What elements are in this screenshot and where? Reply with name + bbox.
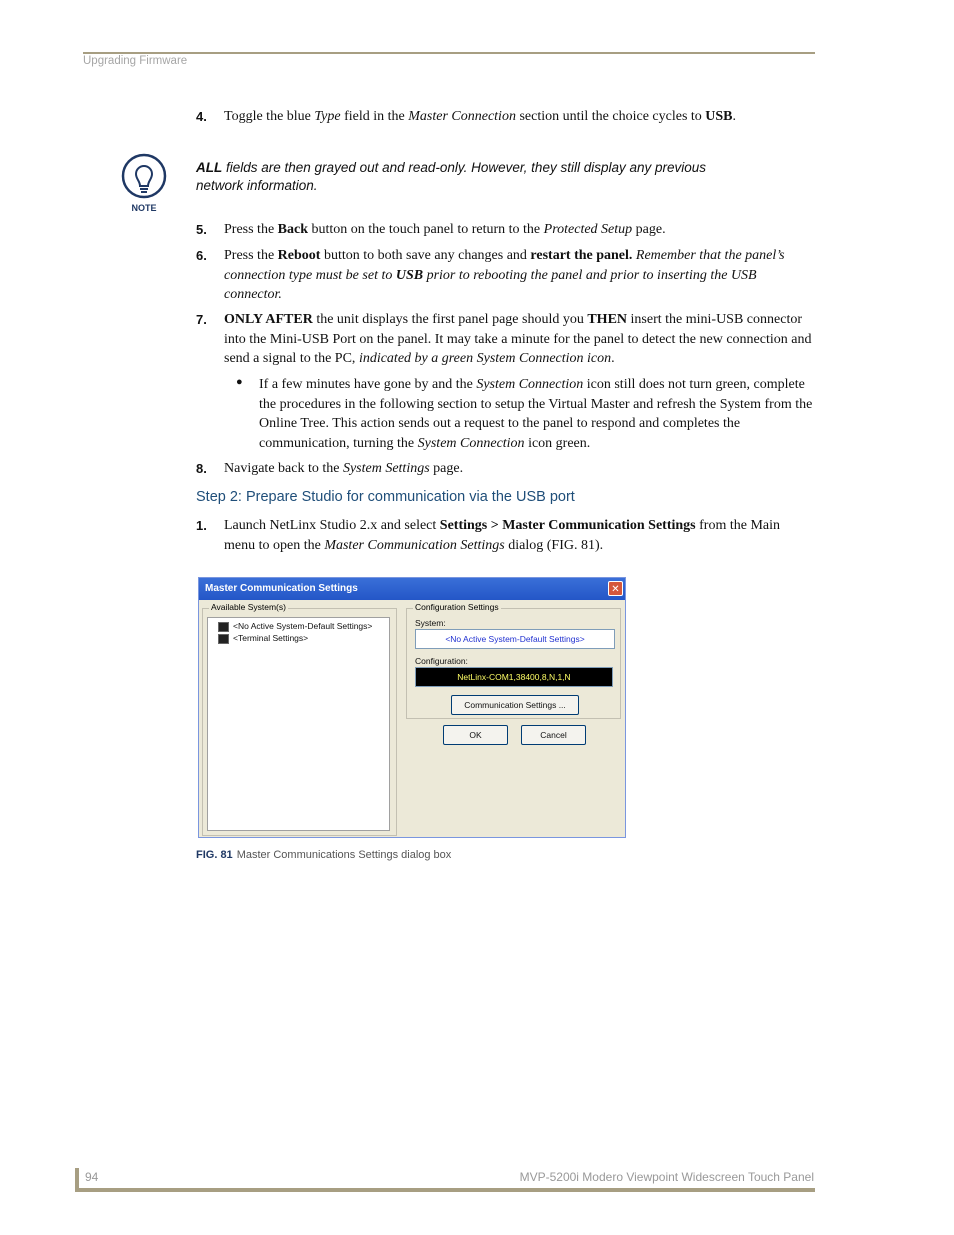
step-number: 5. xyxy=(196,222,207,237)
step-7-text: ONLY AFTER the unit displays the first panel page should you THEN insert the mini-USB connector into the Mini-USB Port on the panel. It may take a minute for the panel to detect the new connection and send a signal to the PC, indicated by a green System Connection icon. xyxy=(224,312,812,366)
step-5-text: Press the Back button on the touch panel to return to the Protected Setup page. xyxy=(224,222,666,237)
footer-rule xyxy=(75,1188,815,1192)
available-systems-group xyxy=(202,602,397,836)
available-systems-label: Available System(s) xyxy=(211,602,286,612)
bullet-text: If a few minutes have gone by and the System Connection icon still does not turn green, complete the procedures in the following section to setup the Virtual Master and refresh the System from the Online Tree. This action sends out a request to the panel to respond and completes the communication, turning the System Connection icon green. xyxy=(259,377,813,451)
terminal-icon xyxy=(218,634,229,644)
figure-caption: FIG. 81 Master Communications Settings dialog box xyxy=(196,849,452,861)
dialog-title-bar[interactable] xyxy=(199,578,625,600)
communication-settings-button[interactable]: Communication Settings ... xyxy=(451,695,579,715)
system-label: System: xyxy=(415,618,446,628)
step-number: 7. xyxy=(196,312,207,327)
systems-tree[interactable] xyxy=(207,617,390,831)
figure-label: FIG. 81 xyxy=(196,849,233,861)
ok-button[interactable]: OK xyxy=(443,725,508,745)
dialog-title: Master Communication Settings xyxy=(205,583,358,594)
cancel-button[interactable]: Cancel xyxy=(521,725,586,745)
step-4-text: Toggle the blue Type field in the Master Connection section until the choice cycles to USB. xyxy=(224,109,737,124)
page-number: 94 xyxy=(85,1170,99,1184)
master-communication-settings-dialog xyxy=(198,577,626,838)
note-text: ALL fields are then grayed out and read-only. However, they still display any previous network information. xyxy=(196,160,707,193)
system-icon xyxy=(218,622,229,632)
step-number: 6. xyxy=(196,248,207,263)
configuration-label: Configuration: xyxy=(415,656,468,666)
step-6-text: Press the Reboot button to both save any changes and restart the panel. Remember that the panel’s connection type must be set to USB prior to rebooting the panel and prior to inserting the USB connector. xyxy=(224,248,785,302)
tree-item-terminal[interactable]: <Terminal Settings> xyxy=(218,633,308,644)
note-lightbulb-icon xyxy=(118,152,174,214)
close-icon[interactable]: ✕ xyxy=(608,581,623,596)
configuration-settings-group xyxy=(406,602,621,719)
header-rule xyxy=(83,52,815,54)
bullet-icon: ● xyxy=(236,376,243,388)
note-label: NOTE xyxy=(131,203,157,213)
tree-item-default[interactable]: <No Active System-Default Settings> xyxy=(218,621,372,632)
footer-product-name: MVP-5200i Modero Viewpoint Widescreen Touch Panel xyxy=(519,1170,814,1184)
configuration-field[interactable]: NetLinx-COM1,38400,8,N,1,N xyxy=(415,667,613,687)
step-number: 1. xyxy=(196,518,207,533)
section-heading: Step 2: Prepare Studio for communication via the USB port xyxy=(196,489,575,505)
step-number: 4. xyxy=(196,109,207,124)
configuration-settings-label: Configuration Settings xyxy=(415,602,499,612)
system-field[interactable]: <No Active System-Default Settings> xyxy=(415,629,615,649)
step-8-text: Navigate back to the System Settings page. xyxy=(224,461,464,476)
step-number: 8. xyxy=(196,461,207,476)
header-section-title: Upgrading Firmware xyxy=(83,55,188,67)
section2-step-1-text: Launch NetLinx Studio 2.x and select Settings > Master Communication Settings from the Main menu to open the Master Communication Settings dialog (FIG. 81). xyxy=(224,518,780,553)
